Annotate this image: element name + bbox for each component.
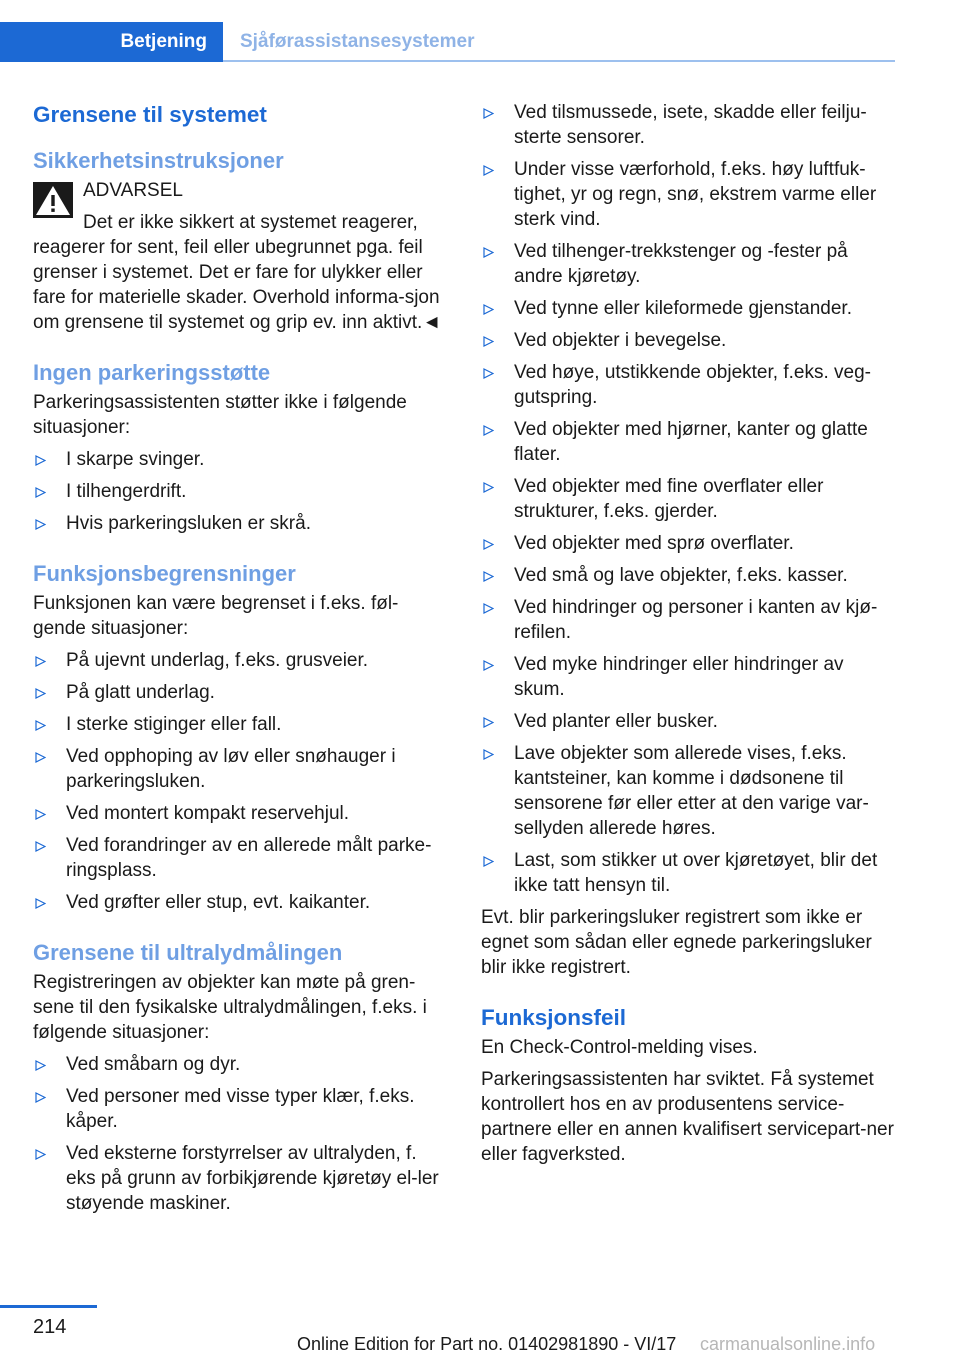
warning-text: Det er ikke sikkert at systemet reagerer, reagerer for sent, feil eller ubegrunnet pga. feil grenser i systemet. Det er fare for ulykker eller fare for materielle skader. Overhold informa-sjon om grensene til systemet og grip ev. inn aktivt.◄ xyxy=(33,212,442,333)
triangle-bullet-icon xyxy=(35,688,46,699)
triangle-bullet-icon xyxy=(483,425,494,436)
list-item: Ved grøfter eller stup, evt. kaikanter. xyxy=(33,890,451,915)
triangle-bullet-icon xyxy=(483,571,494,582)
footer-divider xyxy=(0,1305,97,1308)
triangle-bullet-icon xyxy=(35,841,46,852)
safety-title: Sikkerhetsinstruksjoner xyxy=(33,148,284,173)
triangle-bullet-icon xyxy=(483,336,494,347)
edition-text: Online Edition for Part no. 01402981890 - VI/17 xyxy=(297,1334,677,1354)
list-item: Ved småbarn og dyr. xyxy=(33,1052,451,1077)
triangle-bullet-icon xyxy=(35,720,46,731)
registration-note: Evt. blir parkeringsluker registrert som ikke er egnet som sådan eller egnede parkeringsluker blir ikke registrert. xyxy=(481,907,872,978)
list-item: Ved objekter med hjørner, kanter og glatte flater. xyxy=(481,417,899,467)
no-support-title: Ingen parkeringsstøtte xyxy=(33,360,271,385)
triangle-bullet-icon xyxy=(35,752,46,763)
ultrasound-list xyxy=(33,1052,451,1216)
list-item: Ved objekter i bevegelse. xyxy=(481,328,899,353)
list-item: Ved eksterne forstyrrelser av ultralyden, f. eks på grunn av forbikjørende kjøretøy el-ler støyende maskiner. xyxy=(33,1141,451,1216)
list-item: På glatt underlag. xyxy=(33,680,451,705)
page-number: 214 xyxy=(33,1316,67,1338)
watermark: carmanualsonline.info xyxy=(700,1334,876,1354)
ultrasound-title: Grensene til ultralydmålingen xyxy=(33,940,343,965)
list-item: Ved opphoping av løv eller snøhauger i parkeringsluken. xyxy=(33,744,451,794)
triangle-bullet-icon xyxy=(483,482,494,493)
triangle-bullet-icon xyxy=(483,247,494,258)
malfunction-message: En Check-Control-melding vises. xyxy=(481,1037,758,1058)
triangle-bullet-icon xyxy=(483,368,494,379)
list-item: Ved objekter med fine overflater eller strukturer, f.eks. gjerder. xyxy=(481,474,899,524)
warning-triangle-icon xyxy=(33,182,73,218)
triangle-bullet-icon xyxy=(483,717,494,728)
list-item: Under visse værforhold, f.eks. høy luftfuk-tighet, yr og regn, snø, ekstrem varme eller sterk vind. xyxy=(481,157,899,232)
page-header xyxy=(0,0,960,62)
triangle-bullet-icon xyxy=(483,304,494,315)
func-limits-list xyxy=(33,648,451,915)
ultrasound-intro: Registreringen av objekter kan møte på gren-sene til den fysikalske ultralydmålingen, f.eks. i følgende situasjoner: xyxy=(33,972,427,1043)
triangle-bullet-icon xyxy=(483,108,494,119)
tab-driver-assistance[interactable] xyxy=(240,22,474,62)
list-item: Ved høye, utstikkende objekter, f.eks. veg-gutspring. xyxy=(481,360,899,410)
malfunction-text: Parkeringsassistenten har sviktet. Få systemet kontrollert hos en av produsentens service-partnere eller en annen kvalifisert servicepart-ner eller fagverksted. xyxy=(481,1069,894,1165)
triangle-bullet-icon xyxy=(35,656,46,667)
triangle-bullet-icon xyxy=(483,165,494,176)
tab-betjening[interactable] xyxy=(0,22,223,62)
ultrasound-list-continued xyxy=(481,100,899,898)
triangle-bullet-icon xyxy=(483,660,494,671)
list-item: I sterke stiginger eller fall. xyxy=(33,712,451,737)
triangle-bullet-icon xyxy=(35,809,46,820)
list-item: Last, som stikker ut over kjøretøyet, blir det ikke tatt hensyn til. xyxy=(481,848,899,898)
triangle-bullet-icon xyxy=(483,539,494,550)
list-item: Ved hindringer og personer i kanten av kjø-refilen. xyxy=(481,595,899,645)
triangle-bullet-icon xyxy=(35,455,46,466)
triangle-bullet-icon xyxy=(483,749,494,760)
right-column xyxy=(481,100,899,1174)
warning-heading: ADVARSEL xyxy=(83,180,183,201)
list-item: I skarpe svinger. xyxy=(33,447,451,472)
triangle-bullet-icon xyxy=(35,898,46,909)
triangle-bullet-icon xyxy=(35,487,46,498)
list-item: Ved tynne eller kileformede gjenstander. xyxy=(481,296,899,321)
no-support-list xyxy=(33,447,451,536)
header-divider xyxy=(223,60,895,62)
section-title: Grensene til systemet xyxy=(33,102,267,127)
triangle-bullet-icon xyxy=(483,603,494,614)
list-item: Hvis parkeringsluken er skrå. xyxy=(33,511,451,536)
malfunction-title: Funksjonsfeil xyxy=(481,1005,627,1030)
warning-block xyxy=(33,178,451,335)
tab-driver-assistance-label: Sjåførassistansesystemer xyxy=(240,31,475,52)
list-item: I tilhengerdrift. xyxy=(33,479,451,504)
func-limits-intro: Funksjonen kan være begrenset i f.eks. føl-gende situasjoner: xyxy=(33,593,399,639)
list-item: Ved montert kompakt reservehjul. xyxy=(33,801,451,826)
list-item: Lave objekter som allerede vises, f.eks. kantsteiner, kan komme i dødsonene til sensorene før eller etter at den varige var-sellyden allerede høres. xyxy=(481,741,899,841)
tab-betjening-label: Betjening xyxy=(120,31,207,52)
triangle-bullet-icon xyxy=(35,1060,46,1071)
func-limits-title: Funksjonsbegrensninger xyxy=(33,561,296,586)
list-item: Ved tilhenger-trekkstenger og -fester på andre kjøretøy. xyxy=(481,239,899,289)
triangle-bullet-icon xyxy=(35,1092,46,1103)
triangle-bullet-icon xyxy=(483,856,494,867)
left-column xyxy=(33,100,451,1223)
warning-text-block xyxy=(33,210,451,335)
triangle-bullet-icon xyxy=(35,1149,46,1160)
list-item: Ved planter eller busker. xyxy=(481,709,899,734)
triangle-bullet-icon xyxy=(35,519,46,530)
list-item: Ved personer med visse typer klær, f.eks. kåper. xyxy=(33,1084,451,1134)
list-item: Ved små og lave objekter, f.eks. kasser. xyxy=(481,563,899,588)
list-item: Ved tilsmussede, isete, skadde eller feilju-sterte sensorer. xyxy=(481,100,899,150)
no-support-intro: Parkeringsassistenten støtter ikke i følgende situasjoner: xyxy=(33,392,407,438)
list-item: På ujevnt underlag, f.eks. grusveier. xyxy=(33,648,451,673)
list-item: Ved myke hindringer eller hindringer av skum. xyxy=(481,652,899,702)
list-item: Ved forandringer av en allerede målt parke-ringsplass. xyxy=(33,833,451,883)
list-item: Ved objekter med sprø overflater. xyxy=(481,531,899,556)
